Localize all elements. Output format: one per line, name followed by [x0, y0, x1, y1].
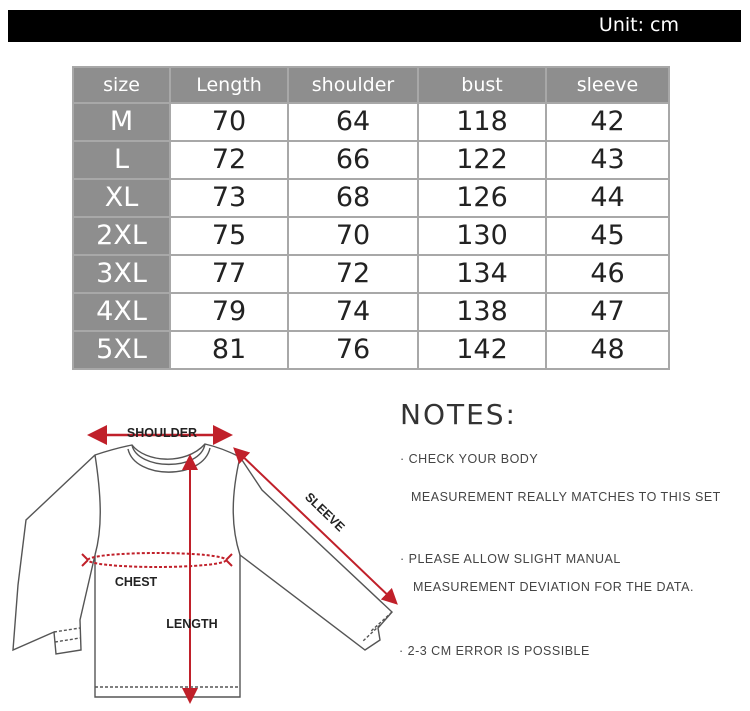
table-row: [73, 255, 669, 293]
size-cell: 2XL: [73, 217, 170, 255]
length-cell: 73: [170, 179, 288, 217]
shoulder-label: SHOULDER: [126, 426, 198, 440]
note-line: · CHECK YOUR BODY: [400, 452, 539, 466]
chest-label: CHEST: [114, 575, 158, 589]
bust-cell: 134: [418, 255, 546, 293]
length-cell: 70: [170, 103, 288, 141]
size-cell: L: [73, 141, 170, 179]
shoulder-cell: 70: [288, 217, 418, 255]
sleeve-cell: 44: [546, 179, 669, 217]
length-cell: 81: [170, 331, 288, 369]
note-line: · 2-3 CM ERROR IS POSSIBLE: [399, 644, 590, 658]
unit-header-bar: [8, 10, 741, 42]
note-line: MEASUREMENT REALLY MATCHES TO THIS SET: [411, 490, 721, 504]
notes-title: NOTES:: [400, 398, 517, 431]
column-header-shoulder: shoulder: [288, 67, 418, 103]
garment-measurement-diagram: [0, 405, 400, 711]
sleeve-cell: 45: [546, 217, 669, 255]
table-row: [73, 103, 669, 141]
sleeve-cell: 46: [546, 255, 669, 293]
column-header-length: Length: [170, 67, 288, 103]
bust-cell: 126: [418, 179, 546, 217]
shoulder-cell: 64: [288, 103, 418, 141]
table-row: [73, 141, 669, 179]
sleeve-cell: 43: [546, 141, 669, 179]
note-line: MEASUREMENT DEVIATION FOR THE DATA.: [413, 580, 694, 594]
length-cell: 75: [170, 217, 288, 255]
table-row: [73, 179, 669, 217]
table-row: [73, 217, 669, 255]
table-row: [73, 293, 669, 331]
length-cell: 72: [170, 141, 288, 179]
column-header-size: size: [73, 67, 170, 103]
length-cell: 79: [170, 293, 288, 331]
shoulder-cell: 68: [288, 179, 418, 217]
length-cell: 77: [170, 255, 288, 293]
sleeve-cell: 47: [546, 293, 669, 331]
table-header-row: [73, 67, 669, 103]
sleeve-cell: 48: [546, 331, 669, 369]
table-row: [73, 331, 669, 369]
size-chart-table: [72, 66, 670, 370]
size-cell: 3XL: [73, 255, 170, 293]
bust-cell: 130: [418, 217, 546, 255]
size-cell: XL: [73, 179, 170, 217]
shoulder-cell: 76: [288, 331, 418, 369]
bust-cell: 122: [418, 141, 546, 179]
bust-cell: 138: [418, 293, 546, 331]
column-header-bust: bust: [418, 67, 546, 103]
shoulder-cell: 72: [288, 255, 418, 293]
tshirt-outline-icon: [13, 444, 392, 697]
sleeve-cell: 42: [546, 103, 669, 141]
chest-measure-ellipse: [88, 553, 226, 567]
column-header-sleeve: sleeve: [546, 67, 669, 103]
sleeve-arrow: [236, 450, 395, 602]
bust-cell: 118: [418, 103, 546, 141]
size-cell: 4XL: [73, 293, 170, 331]
length-label: LENGTH: [166, 617, 218, 631]
unit-label: Unit: cm: [598, 14, 679, 36]
note-line: · PLEASE ALLOW SLIGHT MANUAL: [400, 552, 621, 566]
size-cell: 5XL: [73, 331, 170, 369]
size-cell: M: [73, 103, 170, 141]
sleeve-label: SLEEVE: [302, 489, 348, 535]
shoulder-cell: 74: [288, 293, 418, 331]
shoulder-cell: 66: [288, 141, 418, 179]
bust-cell: 142: [418, 331, 546, 369]
